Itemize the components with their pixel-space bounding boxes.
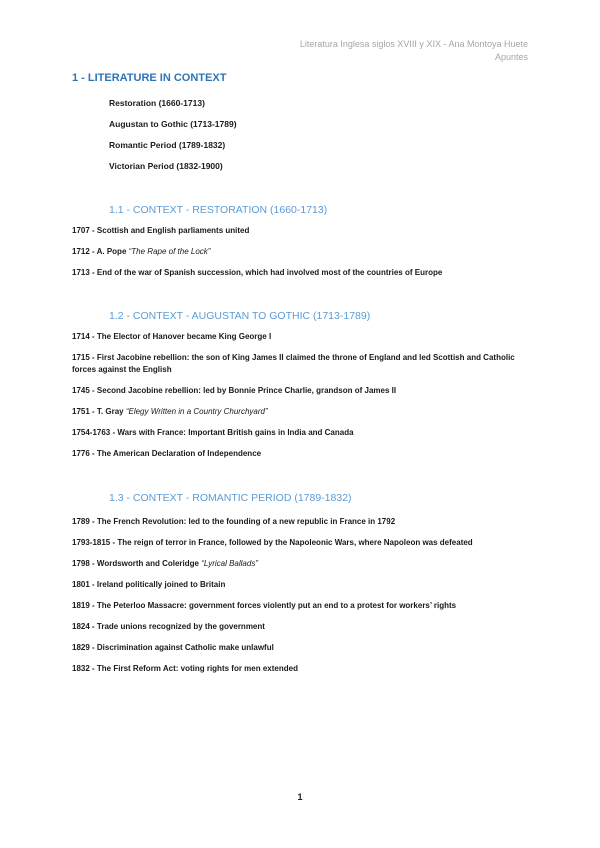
period-list <box>109 97 237 181</box>
entry-work-title: “The Rape of the Lock” <box>128 247 211 256</box>
timeline-entry <box>72 621 532 633</box>
entry-text: 1798 - Wordsworth and Coleridge <box>72 559 202 568</box>
entry-text: 1819 - The Peterloo Massacre: government forces violently put an end to a protest for workers’ rights <box>72 601 457 610</box>
entry-text: 1789 - The French Revolution: led to the founding of a new republic in France in 1792 <box>72 517 396 526</box>
timeline-entry <box>72 516 532 528</box>
header-title: Literatura Inglesa siglos XVIII y XIX - Ana Montoya Huete <box>299 39 528 49</box>
entry-text: 1801 - Ireland politically joined to Britain <box>72 580 226 589</box>
timeline-entry <box>72 331 532 343</box>
entry-text: 1754-1763 - Wars with France: Important British gains in India and Canada <box>72 428 354 437</box>
timeline-entry <box>72 352 532 376</box>
entry-text: 1832 - The First Reform Act: voting rights for men extended <box>72 664 298 673</box>
timeline-entry <box>72 558 532 570</box>
header-subtitle: Apuntes <box>494 52 528 62</box>
period-item: Augustan to Gothic (1713-1789) <box>109 119 237 129</box>
timeline-entry <box>72 427 532 439</box>
entry-text: 1745 - Second Jacobine rebellion: led by Bonnie Prince Charlie, grandson of James II <box>72 386 397 395</box>
entry-text: 1714 - The Elector of Hanover became King George I <box>72 332 272 341</box>
timeline-entry <box>72 448 532 460</box>
entry-text: 1707 - Scottish and English parliaments united <box>72 226 250 235</box>
section-heading-augustan: 1.2 - CONTEXT - AUGUSTAN TO GOTHIC (1713-1789) <box>109 310 371 322</box>
section-heading-restoration: 1.1 - CONTEXT - RESTORATION (1660-1713) <box>109 204 328 216</box>
entry-text: 1829 - Discrimination against Catholic make unlawful <box>72 643 274 652</box>
page-number: 1 <box>297 792 303 802</box>
restoration-entries <box>72 225 532 288</box>
timeline-entry <box>72 385 532 397</box>
period-item: Victorian Period (1832-1900) <box>109 161 223 171</box>
timeline-entry <box>72 406 532 418</box>
entry-work-title: “Lyrical Ballads” <box>201 559 258 568</box>
entry-text: 1715 - First Jacobine rebellion: the son of King James II claimed the throne of England and led Scottish and Catholic forces against the English <box>72 353 515 374</box>
timeline-entry <box>72 267 532 279</box>
period-item: Romantic Period (1789-1832) <box>109 140 226 150</box>
timeline-entry <box>72 600 532 612</box>
timeline-entry <box>72 579 532 591</box>
timeline-entry <box>72 246 532 258</box>
entry-text: 1751 - T. Gray <box>72 407 126 416</box>
timeline-entry <box>72 642 532 654</box>
timeline-entry <box>72 537 532 549</box>
page-header <box>300 38 528 64</box>
entry-work-title: “Elegy Written in a Country Churchyard” <box>125 407 268 416</box>
period-item: Restoration (1660-1713) <box>109 98 205 108</box>
entry-text: 1824 - Trade unions recognized by the government <box>72 622 265 631</box>
section-heading-literature-in-context: 1 - LITERATURE IN CONTEXT <box>72 72 227 84</box>
entry-text: 1793-1815 - The reign of terror in France, followed by the Napoleonic Wars, where Napoleon was defeated <box>72 538 473 547</box>
timeline-entry <box>72 663 532 675</box>
entry-text: 1776 - The American Declaration of Independence <box>72 449 262 458</box>
section-heading-romantic: 1.3 - CONTEXT - ROMANTIC PERIOD (1789-1832) <box>109 492 352 504</box>
romantic-entries <box>72 516 532 684</box>
entry-text: 1713 - End of the war of Spanish succession, which had involved most of the countries of Europe <box>72 268 443 277</box>
augustan-entries <box>72 331 532 469</box>
timeline-entry <box>72 225 532 237</box>
entry-text: 1712 - A. Pope <box>72 247 129 256</box>
